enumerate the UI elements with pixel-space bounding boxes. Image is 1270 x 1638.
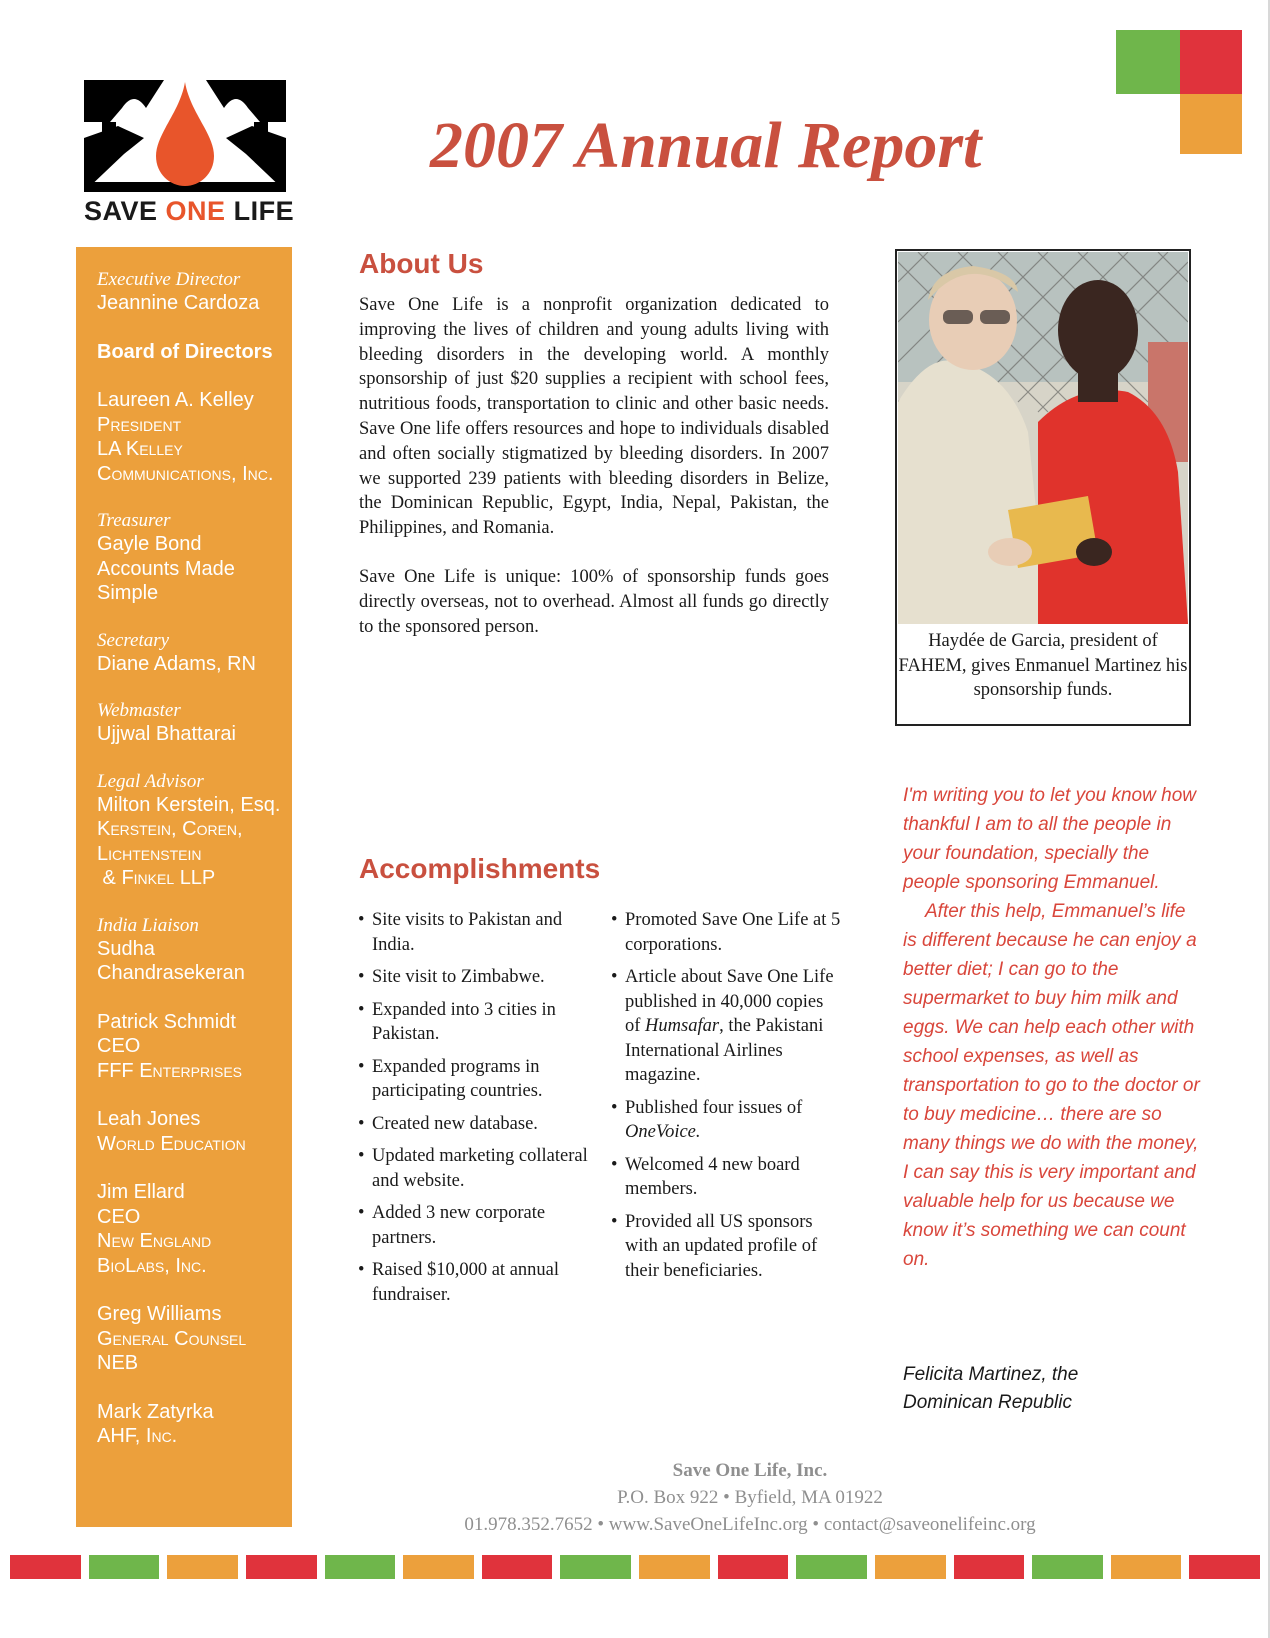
quote-paragraph: After this help, Emmanuel’s life is different because he can enjoy a better diet; I can go to the supermarket to buy him milk and eggs. We can help each other with school expenses, as well as transportation to go to the doctor or to buy medicine… there are so many things we do with the money, I can say this is very important and valuable help for us because we know it’s something we can count on. (903, 901, 1200, 1270)
member-detail: New England (97, 1230, 212, 1252)
color-stripe (89, 1555, 160, 1579)
footer-org: Save One Life, Inc. (672, 1460, 828, 1481)
member-name: Sudha (97, 937, 155, 960)
sidebar-group-executive (97, 269, 292, 316)
sidebar-group-india (97, 915, 292, 986)
list-item: • Promoted Save One Life at 5 corporations. (611, 908, 841, 957)
list-item: • Site visits to Pakistan and India. (358, 908, 588, 957)
member-name: Diane Adams, RN (97, 652, 256, 675)
member-detail: Accounts Made (97, 557, 235, 580)
color-stripe (875, 1555, 946, 1579)
role-label: Webmaster (97, 700, 181, 721)
color-stripe (482, 1555, 553, 1579)
role-label: Treasurer (97, 510, 171, 531)
member-name: Ujjwal Bhattarai (97, 723, 236, 745)
list-item: • Created new database. (358, 1112, 588, 1137)
list-item: • Expanded programs in participating countries. (358, 1055, 588, 1104)
sidebar-group-board-heading (97, 340, 292, 365)
color-stripe (325, 1555, 396, 1579)
color-stripe (403, 1555, 474, 1579)
list-item: • Welcomed 4 new board members. (611, 1153, 841, 1202)
member-detail: LA Kelley (97, 438, 183, 460)
logo-mark-icon (84, 78, 286, 194)
list-item: • Expanded into 3 cities in Pakistan. (358, 998, 588, 1047)
sidebar-group-member (97, 1010, 292, 1084)
color-stripe (1189, 1555, 1260, 1579)
testimonial-quote (903, 781, 1203, 1274)
logo-wordmark: SAVE ONE LIFE (84, 196, 295, 226)
member-detail: BioLabs, Inc. (97, 1254, 207, 1277)
color-stripe (1032, 1555, 1103, 1579)
photo-figure (895, 249, 1191, 726)
color-stripe (796, 1555, 867, 1579)
footer-contact-line: 01.978.352.7652 • www.SaveOneLifeInc.org • contact@saveonelifeinc.org (464, 1514, 1036, 1535)
page-title: 2007 Annual Report (430, 109, 982, 182)
list-item: • Article about Save One Life published in 40,000 copies of Humsafar, the Pakistani International Airlines magazine. (611, 965, 841, 1088)
footer-contact (340, 1457, 1160, 1538)
color-stripe (246, 1555, 317, 1579)
corner-square-orange (1180, 94, 1242, 154)
list-item: • Provided all US sponsors with an updated profile of their beneficiaries. (611, 1210, 841, 1284)
member-detail: FFF Enterprises (97, 1059, 243, 1082)
member-name: Leah Jones (97, 1108, 201, 1130)
member-name: Laureen A. Kelley (97, 389, 254, 411)
sidebar-group-secretary (97, 630, 292, 677)
sidebar-group-member (97, 1107, 292, 1156)
member-name: Gayle Bond (97, 533, 202, 555)
about-paragraph: Save One Life is unique: 100% of sponsorship funds goes directly overseas, not to overhead. Almost all funds go directly to the sponsored person. (359, 566, 829, 637)
photo-caption: Haydée de Garcia, president of FAHEM, gives Enmanuel Martinez his sponsorship funds. (898, 631, 1188, 700)
role-label: India Liaison (97, 914, 199, 936)
list-item: • Published four issues of OneVoice. (611, 1096, 841, 1145)
member-name: Patrick Schmidt (97, 1010, 236, 1033)
list-item: • Updated marketing collateral and website. (358, 1144, 588, 1193)
color-stripe (10, 1555, 81, 1579)
member-detail: World Education (97, 1132, 246, 1155)
member-detail: Lichtenstein (97, 842, 202, 865)
sidebar-group-webmaster (97, 700, 292, 747)
role-label: Legal Advisor (97, 770, 204, 792)
corner-square-red (1180, 30, 1242, 94)
member-detail: General Counsel (97, 1327, 247, 1350)
member-detail: AHF, Inc. (97, 1425, 178, 1447)
member-detail: Communications, Inc. (97, 462, 274, 485)
color-stripe (639, 1555, 710, 1579)
list-item: • Added 3 new corporate partners. (358, 1201, 588, 1250)
accomplishments-list-left (358, 908, 588, 1315)
accomplishments-heading: Accomplishments (359, 853, 601, 884)
color-stripe (954, 1555, 1025, 1579)
color-stripe (1111, 1555, 1182, 1579)
member-name: Jeannine Cardoza (97, 292, 260, 314)
sidebar-group-member (97, 1400, 292, 1449)
quote-attribution: Felicita Martinez, the Dominican Republic (903, 1364, 1079, 1413)
about-heading: About Us (359, 248, 484, 279)
accomplishments-list-right (611, 908, 841, 1291)
member-detail: & Finkel LLP (97, 867, 216, 889)
member-detail: CEO (97, 1205, 141, 1228)
color-stripe (167, 1555, 238, 1579)
save-one-life-logo (84, 78, 295, 226)
list-item: • Site visit to Zimbabwe. (358, 965, 588, 990)
member-detail: CEO (97, 1035, 141, 1057)
member-detail: Chandrasekeran (97, 962, 245, 984)
quote-paragraph: I'm writing you to let you know how thankful I am to all the people in your foundation, specially the people sponsoring Emmanuel. (903, 785, 1196, 893)
sidebar-group-member (97, 1180, 292, 1278)
board-sidebar (76, 247, 292, 1527)
role-label: Executive Director (97, 269, 241, 290)
member-detail: NEB (97, 1352, 139, 1374)
member-detail: Kerstein, Coren, (97, 818, 243, 840)
list-item: • Raised $10,000 at annual fundraiser. (358, 1258, 588, 1307)
role-label: Secretary (97, 629, 170, 651)
footer-address: P.O. Box 922 • Byfield, MA 01922 (617, 1487, 883, 1508)
member-name: Jim Ellard (97, 1181, 185, 1203)
member-detail: Simple (97, 582, 159, 604)
color-stripe (718, 1555, 789, 1579)
sidebar-group-treasurer (97, 510, 292, 606)
member-name: Mark Zatyrka (97, 1400, 214, 1423)
color-stripe (560, 1555, 631, 1579)
sidebar-group-member (97, 1302, 292, 1376)
photo-illustration-icon (898, 252, 1188, 624)
about-paragraph: Save One Life is a nonprofit organization dedicated to improving the lives of children and young adults living with bleeding disorders in the developing world. A monthly sponsorship of just $20 supplies a recipient with school fees, nutritious foods, transportation to clinic and other basic needs. Save One life offers resources and hope to individuals disabled and often socially stigmatized by bleeding disorders. In 2007 we supported 239 patients with bleeding disorders in Belize, the Dominican Republic, Egypt, India, Nepal, Pakistan, the Philippines, and Romania. (359, 295, 829, 539)
sidebar-group-legal (97, 771, 292, 891)
board-heading: Board of Directors (97, 340, 273, 363)
photo-image (898, 252, 1188, 624)
member-name: Milton Kerstein, Esq. (97, 793, 281, 816)
sidebar-group-president (97, 388, 292, 486)
member-detail: President (97, 413, 182, 436)
color-stripe-bar (10, 1555, 1260, 1579)
member-name: Greg Williams (97, 1303, 222, 1325)
about-text (359, 293, 829, 663)
corner-square-green (1116, 30, 1180, 94)
